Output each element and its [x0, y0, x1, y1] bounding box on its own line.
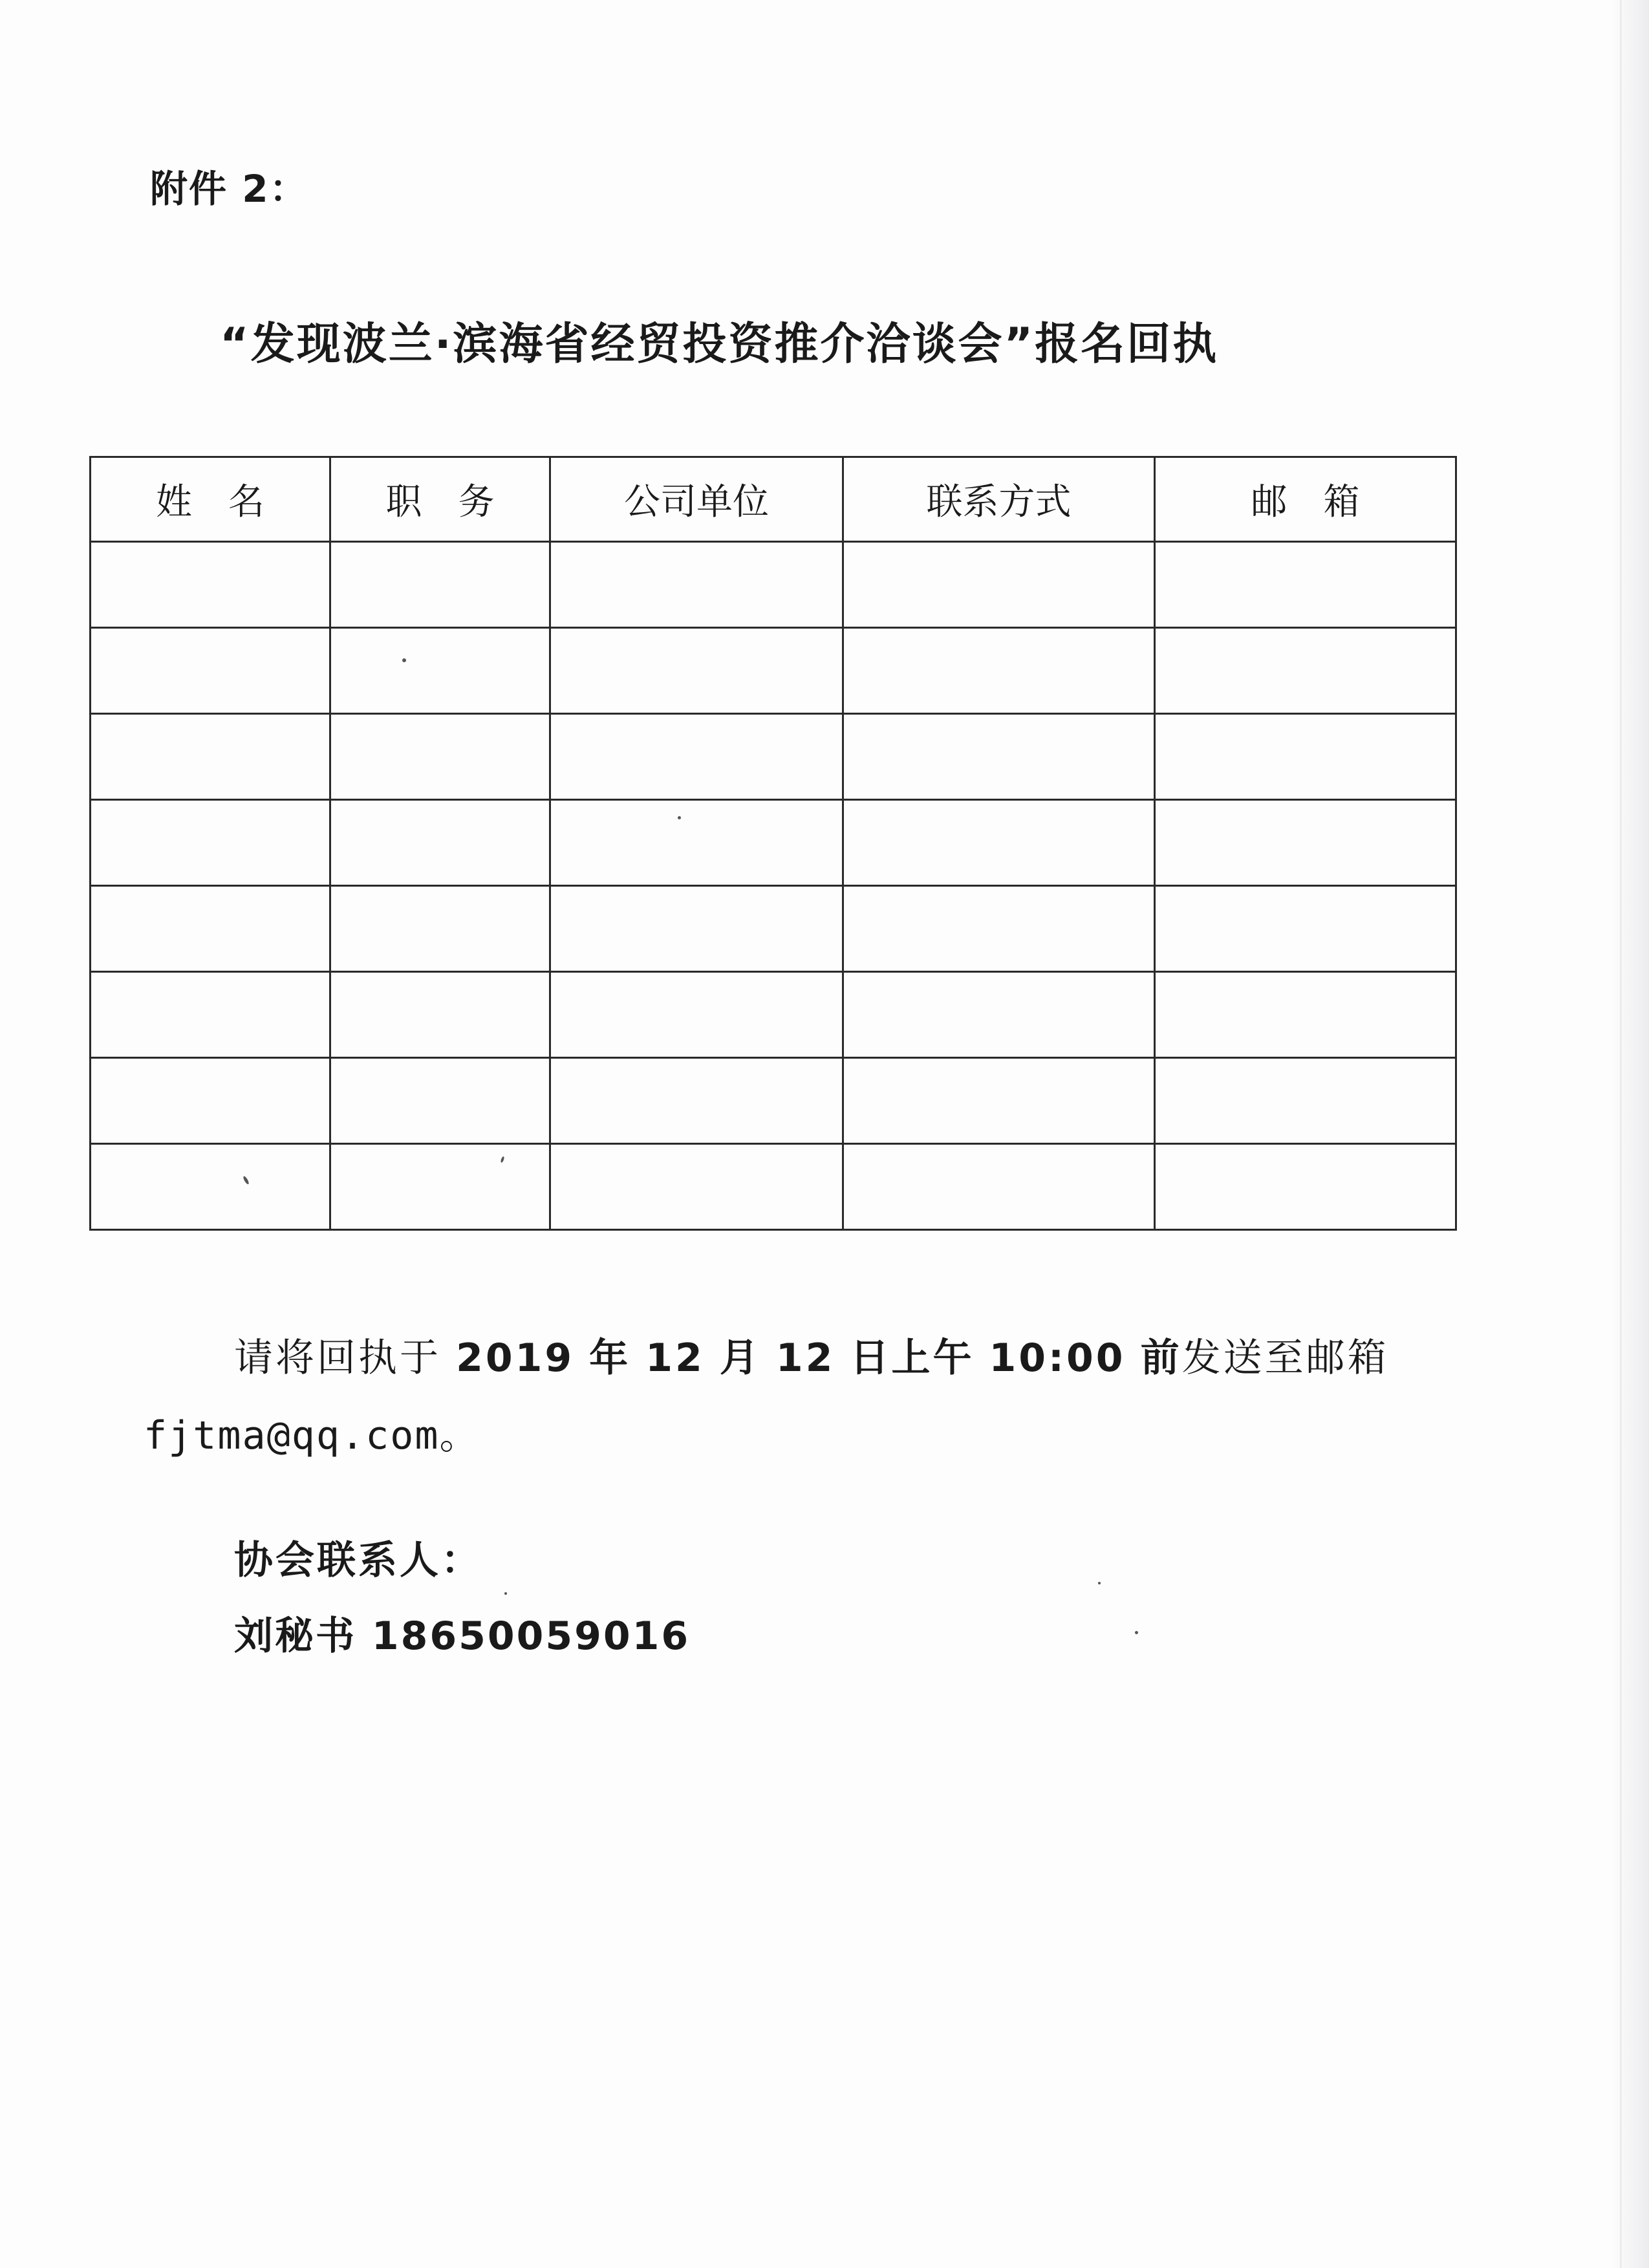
scan-edge-line [1620, 0, 1622, 2268]
table-row [91, 886, 1456, 972]
registration-table [89, 456, 1457, 1231]
cell-name[interactable] [91, 972, 330, 1058]
scan-speck [402, 658, 406, 662]
contact-label: 协会联系人： [234, 1538, 482, 1583]
cell-position[interactable] [330, 1058, 550, 1144]
cell-contact[interactable] [843, 714, 1155, 800]
header-name: 姓 名 [91, 457, 330, 542]
attachment-label: 附件 2： [150, 167, 308, 211]
cell-email[interactable] [1155, 1058, 1456, 1144]
cell-company[interactable] [550, 542, 843, 628]
scan-speck [504, 1592, 507, 1595]
cell-company[interactable] [550, 714, 843, 800]
submission-notice [144, 1319, 1450, 1474]
cell-name[interactable] [91, 886, 330, 972]
notice-year-unit: 年 [589, 1335, 631, 1381]
cell-company[interactable] [550, 628, 843, 714]
notice-time-suffix: 前 [1140, 1335, 1182, 1381]
cell-position[interactable] [330, 800, 550, 886]
scan-speck [1098, 1582, 1101, 1584]
table-header-row [91, 457, 1456, 542]
table-row [91, 1058, 1456, 1144]
notice-time: 10:00 [989, 1335, 1126, 1381]
cell-email[interactable] [1155, 1144, 1456, 1230]
cell-position[interactable] [330, 714, 550, 800]
cell-name[interactable] [91, 542, 330, 628]
cell-position[interactable] [330, 886, 550, 972]
cell-contact[interactable] [843, 542, 1155, 628]
cell-name[interactable] [91, 1144, 330, 1230]
notice-month: 12 [645, 1335, 705, 1381]
table-row [91, 972, 1456, 1058]
notice-day: 12 [775, 1335, 835, 1381]
table-row [91, 628, 1456, 714]
contact-line [234, 1605, 690, 1661]
scan-speck [1135, 1631, 1138, 1634]
table-row [91, 542, 1456, 628]
scan-shadow [1610, 0, 1649, 2268]
cell-position[interactable] [330, 628, 550, 714]
header-contact: 联系方式 [843, 457, 1155, 542]
cell-name[interactable] [91, 714, 330, 800]
contact-name: 刘秘书 [234, 1614, 356, 1659]
cell-contact[interactable] [843, 800, 1155, 886]
document-title: “发现波兰·滨海省经贸投资推介洽谈会”报名回执 [220, 319, 1219, 370]
cell-email[interactable] [1155, 542, 1456, 628]
notice-email[interactable]: fjtma@qq.com。 [144, 1413, 480, 1458]
cell-position[interactable] [330, 1144, 550, 1230]
cell-email[interactable] [1155, 886, 1456, 972]
cell-name[interactable] [91, 1058, 330, 1144]
cell-company[interactable] [550, 886, 843, 972]
cell-email[interactable] [1155, 972, 1456, 1058]
cell-email[interactable] [1155, 714, 1456, 800]
cell-contact[interactable] [843, 972, 1155, 1058]
cell-company[interactable] [550, 800, 843, 886]
table-row [91, 1144, 1456, 1230]
cell-company[interactable] [550, 972, 843, 1058]
header-email: 邮 箱 [1155, 457, 1456, 542]
cell-contact[interactable] [843, 886, 1155, 972]
header-company: 公司单位 [550, 457, 843, 542]
cell-contact[interactable] [843, 628, 1155, 714]
cell-position[interactable] [330, 972, 550, 1058]
cell-email[interactable] [1155, 800, 1456, 886]
notice-month-unit: 月 [719, 1335, 761, 1381]
notice-year: 2019 [456, 1335, 575, 1381]
table-row [91, 800, 1456, 886]
scan-speck [678, 816, 681, 819]
table-row [91, 714, 1456, 800]
cell-position[interactable] [330, 542, 550, 628]
notice-action: 发送至邮箱 [1181, 1335, 1389, 1381]
contact-phone[interactable]: 18650059016 [371, 1614, 691, 1659]
cell-email[interactable] [1155, 628, 1456, 714]
cell-name[interactable] [91, 800, 330, 886]
cell-name[interactable] [91, 628, 330, 714]
header-position: 职 务 [330, 457, 550, 542]
notice-prefix: 请将回执于 [234, 1335, 441, 1381]
cell-company[interactable] [550, 1058, 843, 1144]
table-body [91, 542, 1456, 1230]
cell-contact[interactable] [843, 1144, 1155, 1230]
notice-day-unit: 日上午 [850, 1335, 975, 1381]
cell-company[interactable] [550, 1144, 843, 1230]
cell-contact[interactable] [843, 1058, 1155, 1144]
